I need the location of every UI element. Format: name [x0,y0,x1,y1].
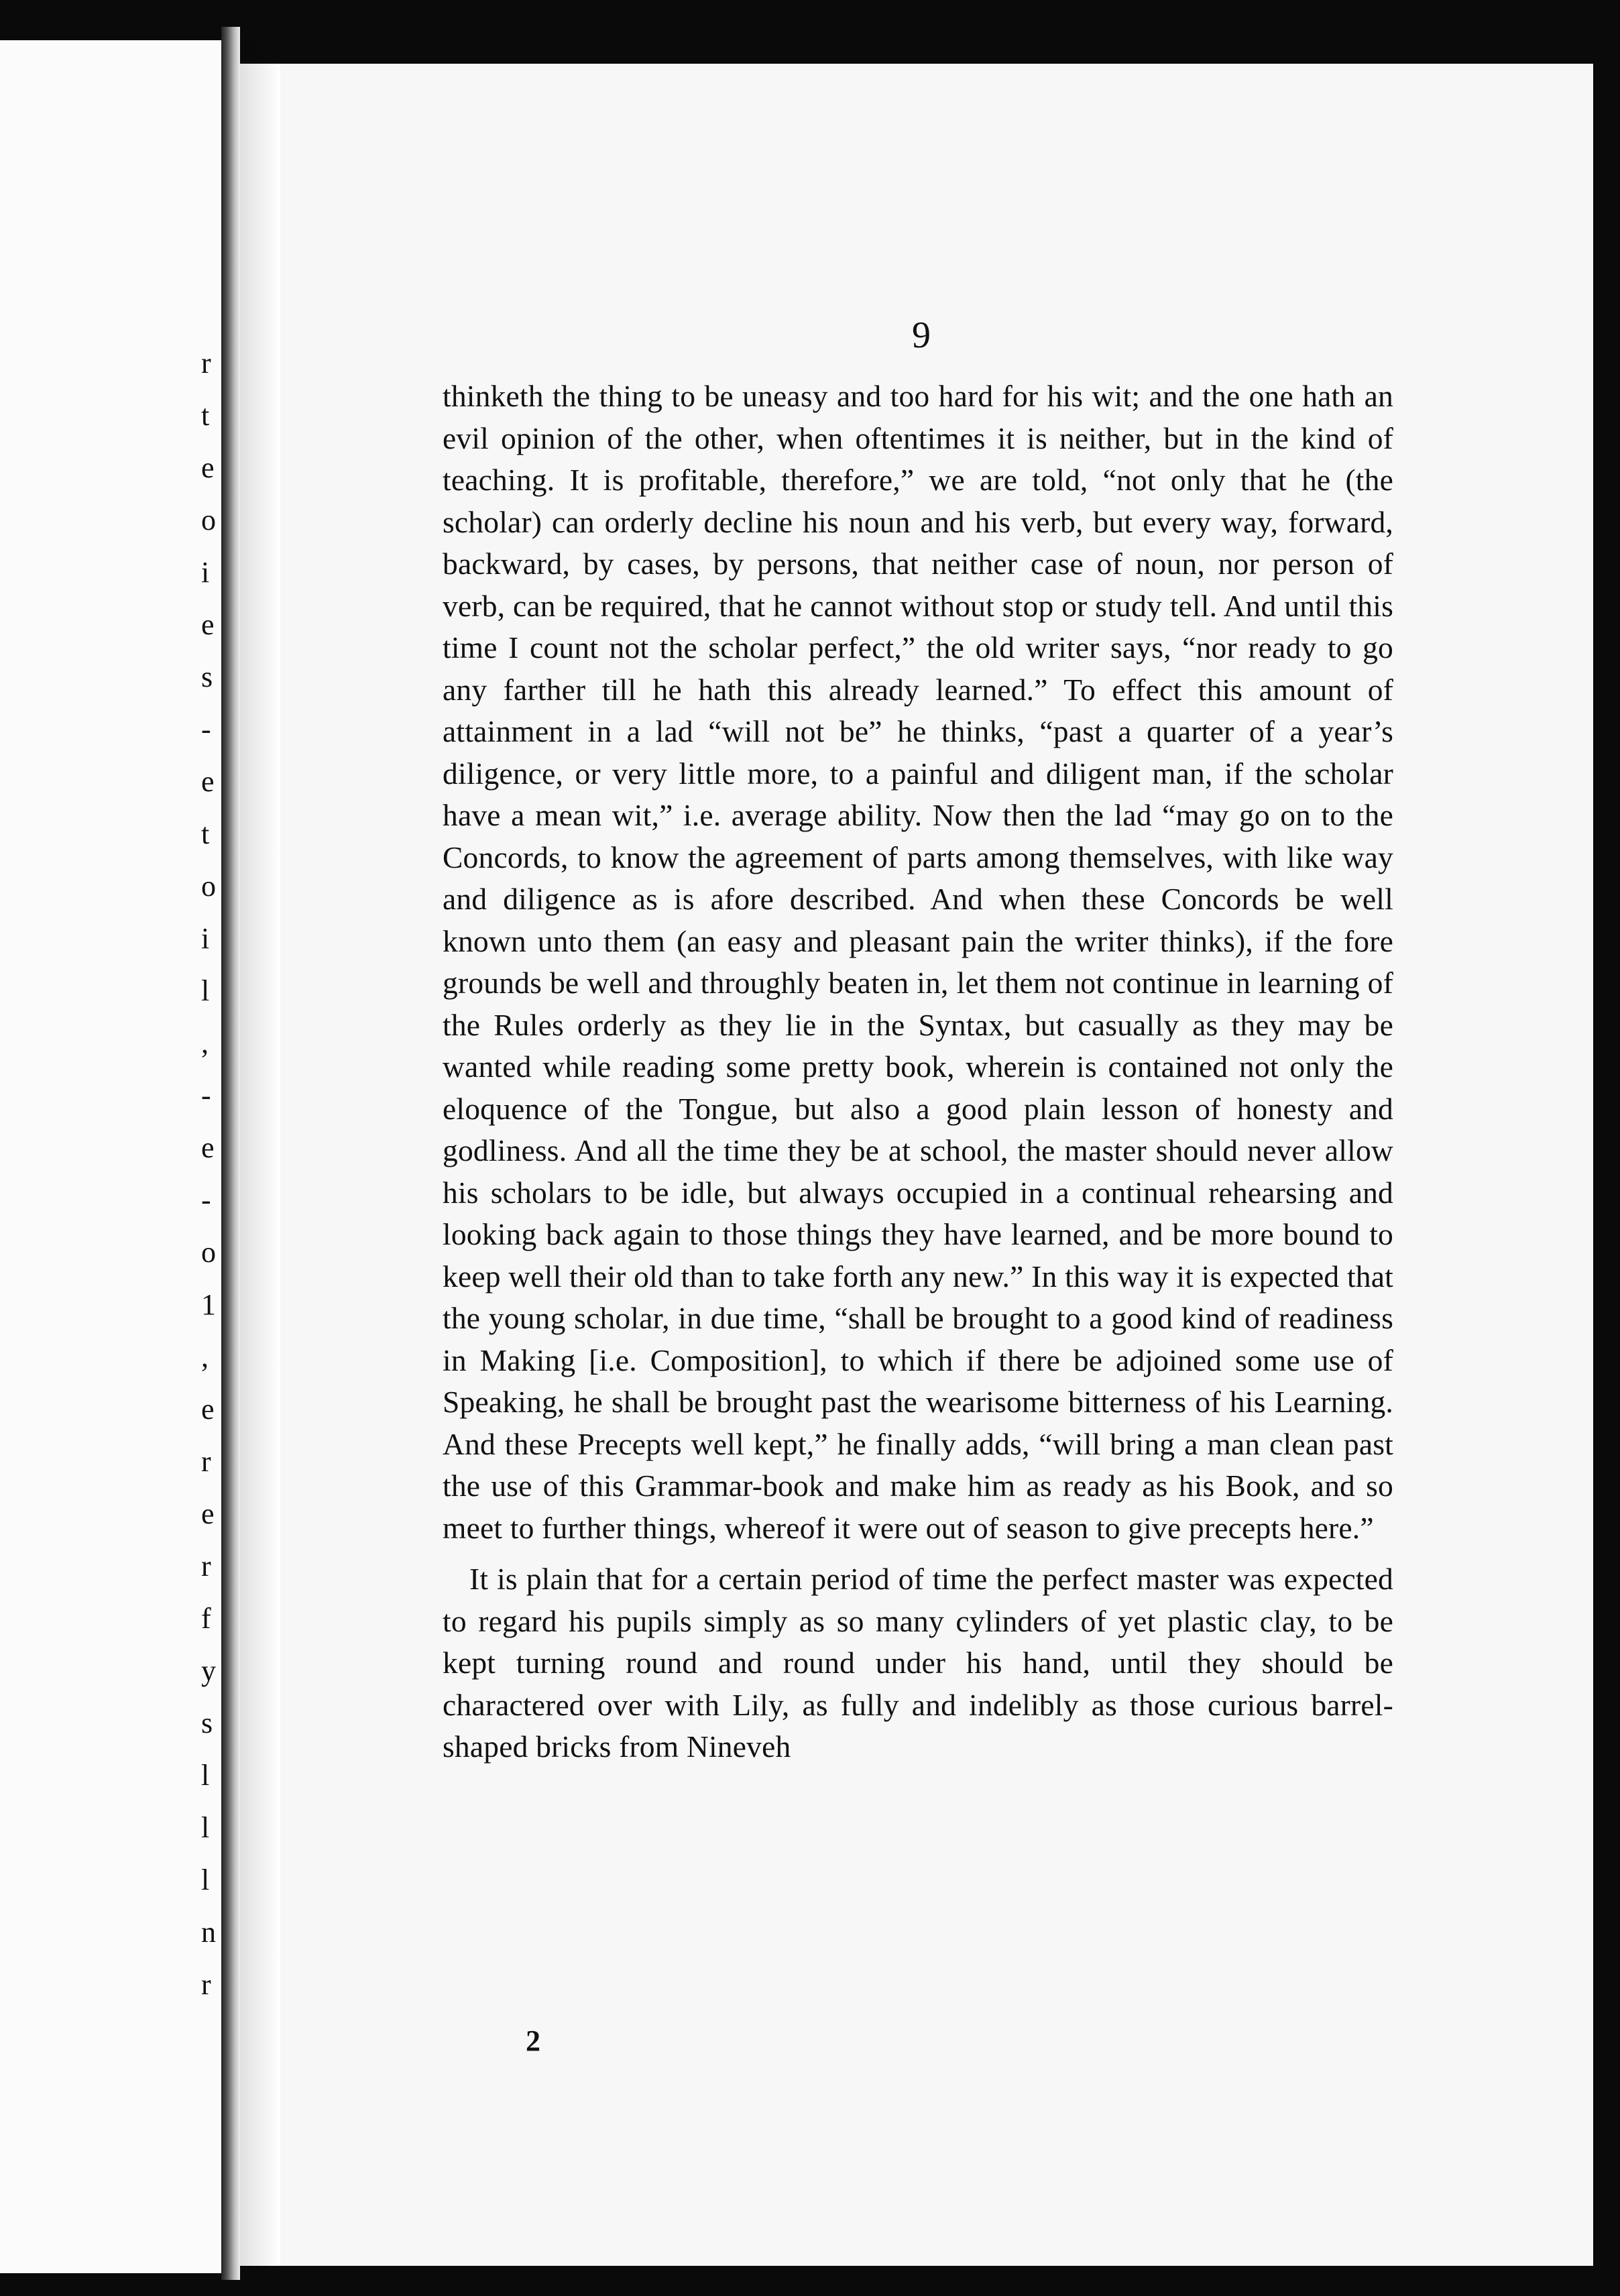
paragraph-2: It is plain that for a certain period of time the perfect master was expected to regard his pupils simply as so many cylinders of yet plastic clay, to be kept turning round and round under his hand, until they should be charactered over with Lily, as fully and indelibly as those curious barrel-shaped bricks from Nineveh [443,1562,1393,1764]
facing-page-fragment: e [201,608,215,641]
facing-page-fragment: e [201,1131,215,1164]
signature-mark: 2 [526,2024,540,2057]
facing-page-fragment: t [201,817,210,850]
facing-page-fragment: i [201,922,210,955]
facing-page-fragment: r [201,1968,211,2001]
facing-page-fragment: 1 [201,1288,216,1321]
facing-page-fragment: r [201,1445,211,1478]
facing-page-fragment: n [201,1916,216,1949]
facing-page-fragment: l [201,974,210,1007]
facing-page-fragment: - [201,713,211,746]
facing-page-fragment: s [201,661,213,693]
facing-page-fragment: o [201,1236,216,1269]
facing-page-fragment: e [201,765,215,798]
facing-page-fragment: , [201,1340,209,1373]
facing-page-fragment: - [201,1184,211,1216]
facing-page-edge [0,40,221,2273]
facing-page-fragment: s [201,1707,213,1739]
facing-page-fragment: - [201,1079,211,1112]
book-gutter [221,27,240,2280]
facing-page-fragment: l [201,1811,210,1844]
facing-page-fragment: e [201,1497,215,1530]
facing-page-fragment: , [201,1027,209,1059]
facing-page-fragment: r [201,347,211,380]
facing-page-fragment: o [201,870,216,903]
facing-page-fragment: y [201,1654,216,1687]
facing-page-fragment: l [201,1863,210,1896]
paragraph-1: thinketh the thing to be uneasy and too hard for his wit; and the one hath an evil opinion of the other, when oftentimes it is neither, but in the kind of teaching. It is profitable, therefore,” we are told, “not only that he (the scholar) can orderly decline his noun and his verb, but every way, forward, backward, by cases, by persons, that neither case of noun, nor person of verb, can be required, that he cannot without stop or study tell. And until this time I count not the scholar perfect,” the old writer says, “nor ready to go any farther till he hath this already learned.” To effect this amount of attainment in a lad “will not be” he thinks, “past a quarter of a year’s diligence, or very little more, to a painful and diligent man, if the scholar have a mean wit,” i.e. average ability. Now then the lad “may go on to the Concords, to know the agreement of parts among themselves, with like way and diligence as is afore described. And when these Concords be well known unto them (an easy and pleasant pain the writer thinks), if the fore grounds be well and throughly beaten in, let them not continue in learning of the Rules orderly as they lie in the Syntax, but casually as they may be wanted while reading some pretty book, wherein is contained not only the eloquence of the Tongue, but also a good plain lesson of honesty and godliness. And all the time they be at school, the master should never allow his scholars to be idle, but always occupied in a continual rehearsing and looking back again to those things they have learned, and be more bound to keep well their old than to take forth any new.” In this way it is expected that the young scholar, in due time, “shall be brought to a good kind of readiness in Making [i.e. Composition], to which if there be adjoined some use of Speaking, he shall be brought past the wearisome bitterness of his Learning. And these Precepts well kept,” he finally adds, “will bring a man clean past the use of this Grammar-book and make him as ready as his Book, and so meet to further things, whereof it were out of season to give precepts here.” [443,379,1393,1545]
facing-page-fragment: i [201,556,210,589]
facing-page-fragment: e [201,451,215,484]
gutter-shadow [240,40,280,2273]
page-number: 9 [912,314,931,356]
scan-background-right [1593,0,1620,2296]
facing-page-fragment: o [201,504,216,536]
facing-page-fragment: l [201,1759,210,1792]
body-text [443,376,1393,1768]
facing-page-fragment: e [201,1393,215,1426]
facing-page-fragment: f [201,1602,211,1635]
facing-page-fragment: t [201,399,210,432]
facing-page-fragment: r [201,1550,211,1583]
